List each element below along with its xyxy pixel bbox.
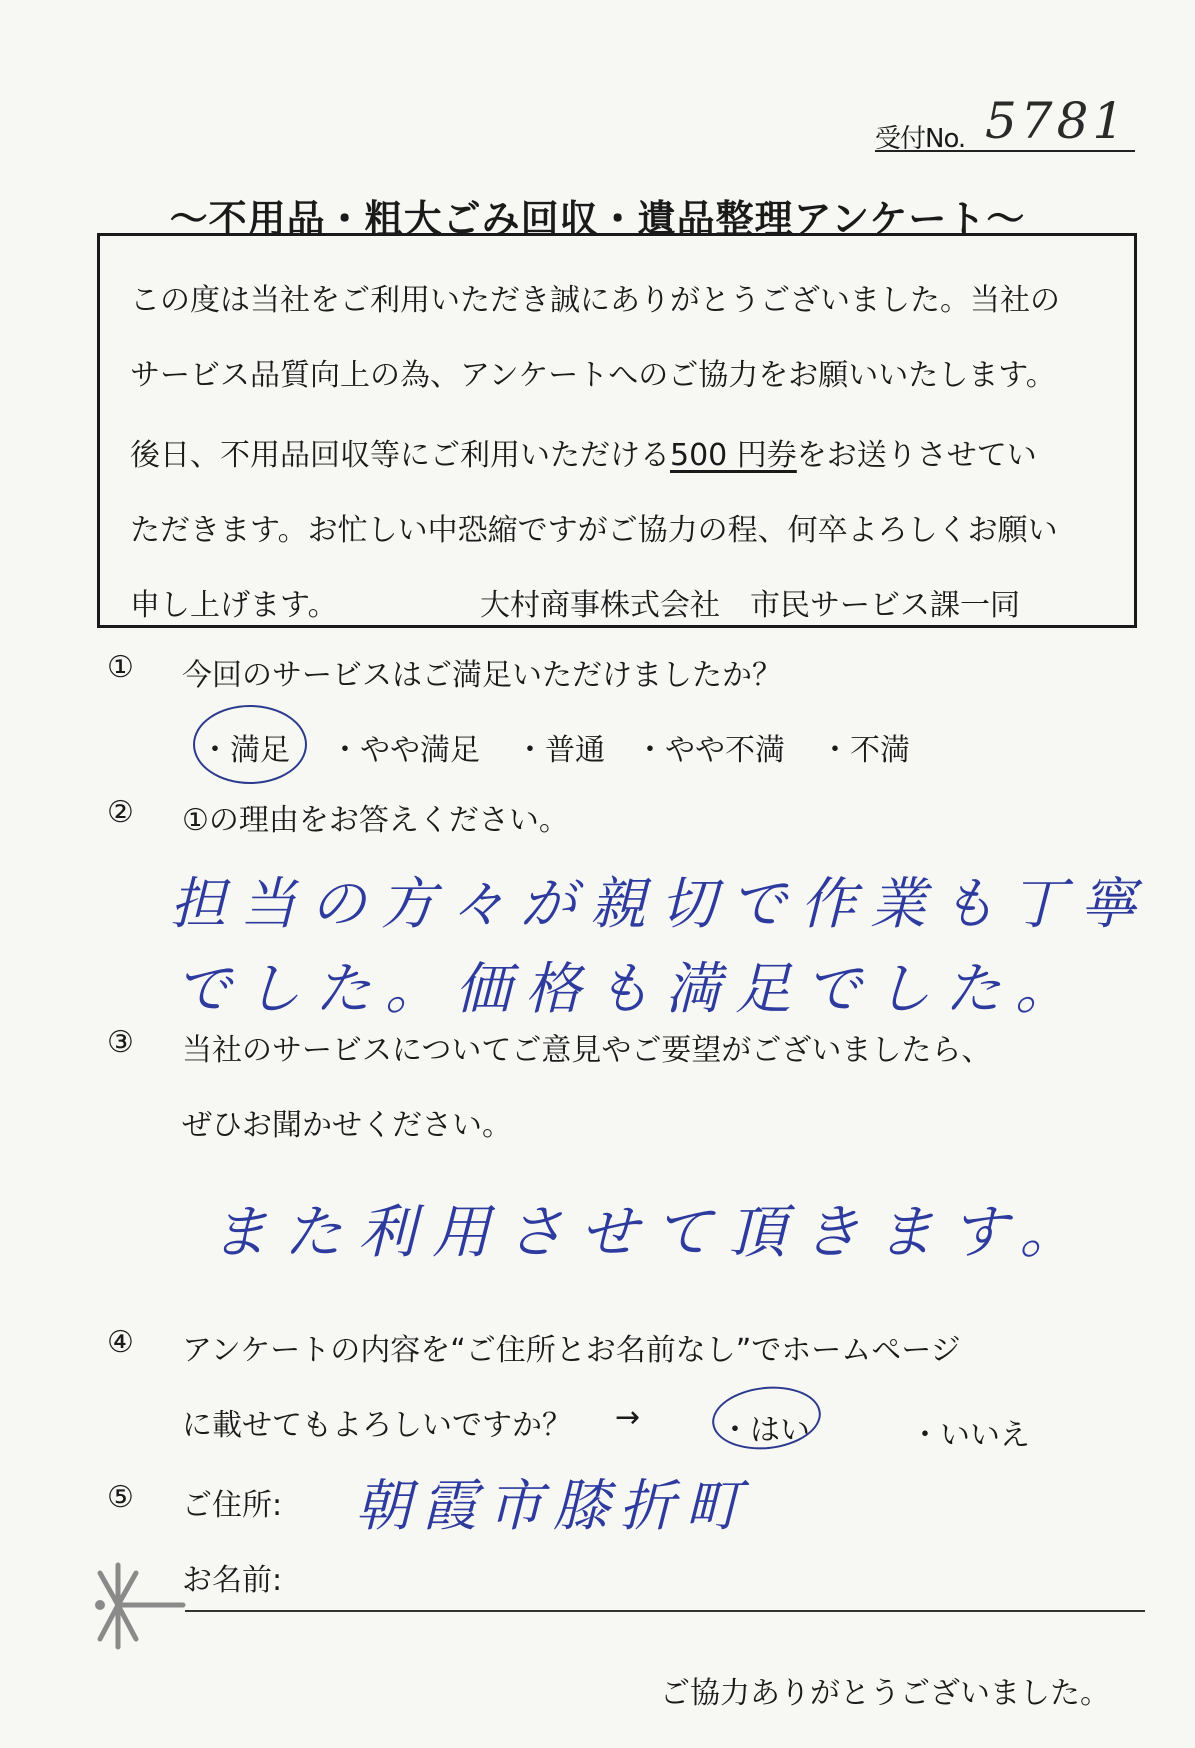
address-value: 朝霞市膝折町: [355, 1474, 751, 1539]
q1-number: ①: [107, 650, 134, 685]
q5-number: ⑤: [107, 1480, 134, 1515]
q2-question: ①の理由をお答えください。: [182, 803, 569, 838]
q2-number: ②: [107, 795, 134, 830]
q1-question: 今回のサービスはご満足いただけましたか？: [182, 658, 782, 693]
address-label: ご住所:: [182, 1488, 283, 1523]
q4-option-yes[interactable]: ・はい: [720, 1413, 810, 1448]
intro-line-1: この度は当社をご利用いただき誠にありがとうございました。当社の: [130, 283, 1060, 318]
q3-number: ③: [107, 1025, 134, 1060]
intro-line-3-post: をお送りさせてい: [796, 438, 1037, 473]
q3-question-line-1: 当社のサービスについてご意見やご要望がございましたら、: [182, 1033, 992, 1068]
q1-option-neutral[interactable]: ・普通: [515, 733, 605, 768]
receipt-underline: [875, 150, 1135, 152]
q2-answer-line-2: でした。価格も満足でした。: [175, 957, 1085, 1022]
intro-line-3: [130, 430, 1037, 474]
intro-line-4: ただきます。お忙しい中恐縮ですがご協力の程、何卒よろしくお願い: [130, 513, 1058, 548]
q1-option-satisfied[interactable]: ・満足: [200, 733, 290, 768]
intro-line-5: 申し上げます。: [130, 588, 338, 623]
q3-answer: また利用させて頂きます。: [210, 1198, 1094, 1266]
name-label: お名前:: [182, 1563, 283, 1598]
q1-option-somewhat-dissatisfied[interactable]: ・やや不満: [635, 733, 785, 768]
intro-line-2: サービス品質向上の為、アンケートへのご協力をお願いいたします。: [130, 358, 1056, 393]
q4-number: ④: [107, 1325, 134, 1360]
receipt-number: 5781: [985, 92, 1129, 150]
receipt-label: 受付No.: [875, 124, 966, 154]
intro-line-3-pre: 後日、不用品回収等にご利用いただける: [130, 438, 670, 473]
survey-title: ～不用品・粗大ごみ回収・遺品整理アンケート～: [169, 197, 1026, 241]
company-signature: 大村商事株式会社 市民サービス課一同: [480, 588, 1020, 623]
q4-option-no[interactable]: ・いいえ: [910, 1418, 1030, 1453]
q1-option-somewhat-satisfied[interactable]: ・やや満足: [330, 733, 480, 768]
q2-answer-line-1: 担当の方々が親切で作業も丁寧: [170, 872, 1150, 937]
q4-question-line-1: アンケートの内容を“ご住所とお名前なし”でホームページ: [182, 1333, 961, 1368]
name-underline: [185, 1610, 1145, 1612]
q3-question-line-2: ぜひお聞かせください。: [182, 1108, 512, 1143]
q1-option-dissatisfied[interactable]: ・不満: [820, 733, 910, 768]
footer-thanks: ご協力ありがとうございました。: [660, 1676, 1110, 1711]
q4-question-line-2: に載せてもよろしいですか？: [182, 1408, 572, 1443]
coupon-text: 500 円券: [670, 438, 797, 473]
arrow-icon: →: [615, 1400, 641, 1435]
flower-icon: [88, 1555, 188, 1655]
